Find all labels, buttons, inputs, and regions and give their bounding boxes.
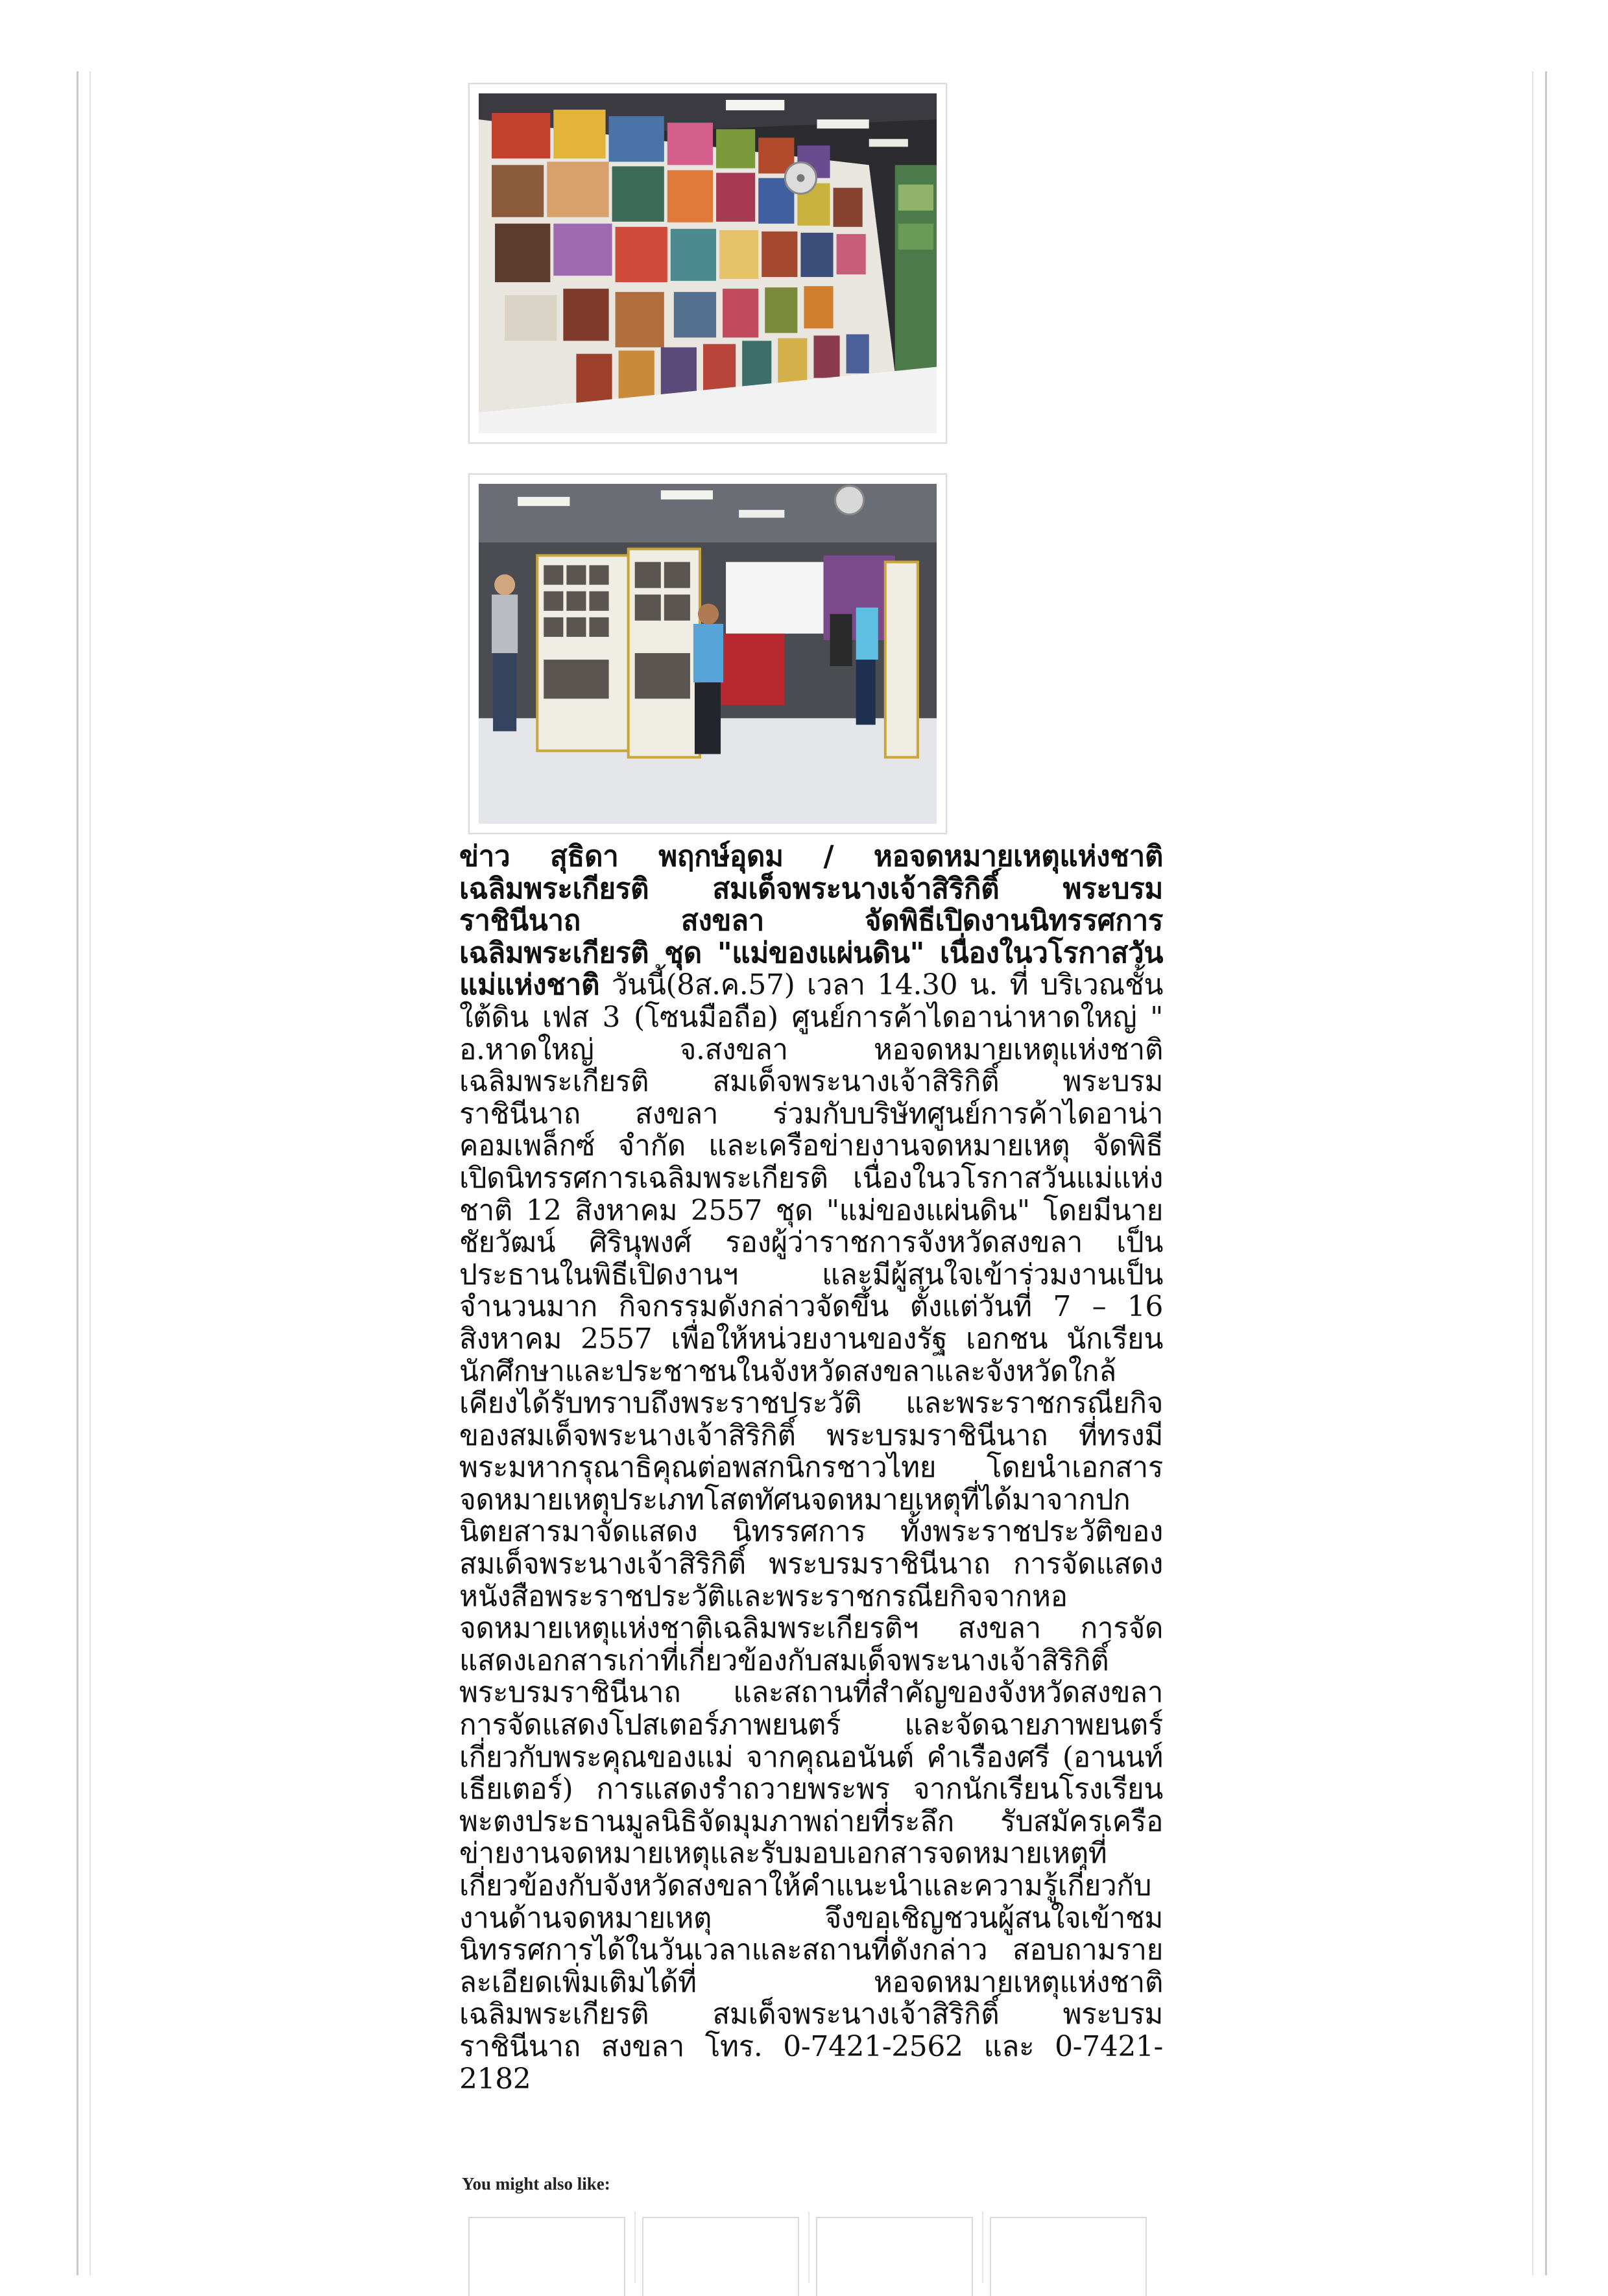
related-post-thumbnail[interactable]	[468, 2217, 625, 2296]
related-post-thumbnail[interactable]	[816, 2217, 973, 2296]
related-separator	[634, 2212, 636, 2283]
right-page-rule	[1545, 71, 1547, 2275]
related-post-thumbnail[interactable]	[642, 2217, 799, 2296]
article-body: วันนี้(8ส.ค.57) เวลา 14.30 น. ที่ บริเวณชั้นใต้ดิน เฟส 3 (โซนมือถือ) ศูนย์การค้าไดอาน่าหาดใหญ่ " อ.หาดใหญ่ จ.สงขลา หอจดหมายเหตุแห่งชาติเฉลิมพระเกียรติ สมเด็จพระนางเจ้าสิริกิติ์ พระบรมราชินีนาถ สงขลา ร่วมกับบริษัทศูนย์การค้าไดอาน่า คอมเพล็กซ์ จำกัด และเครือข่ายงานจดหมายเหตุ จัดพิธีเปิดนิทรรศการเฉลิมพระเกียรติ เนื่องในวโรกาสวันแม่แห่งชาติ 12 สิงหาคม 2557 ชุด "แม่ของแผ่นดิน" โดยมีนายชัยวัฒน์ ศิรินุพงศ์ รองผู้ว่าราชการจังหวัดสงขลา เป็นประธานในพิธีเปิดงานฯ และมีผู้สนใจเข้าร่วมงานเป็นจำนวนมาก กิจกรรมดังกล่าวจัดขึ้น ตั้งแต่วันที่ 7 – 16 สิงหาคม 2557 เพื่อให้หน่วยงานของรัฐ เอกชน นักเรียน นักศึกษาและประชาชนในจังหวัดสงขลาและจังหวัดใกล้เคียงได้รับทราบถึงพระราชประวัติ และพระราชกรณียกิจของสมเด็จพระนางเจ้าสิริกิติ์ พระบรมราชินีนาถ ที่ทรงมีพระมหากรุณาธิคุณต่อพสกนิกรชาวไทย โดยนำเอกสารจดหมายเหตุประเภทโสตทัศนจดหมายเหตุที่ได้มาจากปกนิตยสารมาจัดแสดง นิทรรศการ ทั้งพระราชประวัติของสมเด็จพระนางเจ้าสิริกิติ์ พระบรมราชินีนาถ การจัดแสดงหนังสือพระราชประวัติและพระราชกรณียกิจจากหอจดหมายเหตุแห่งชาติเฉลิมพระเกียรติฯ สงขลา การจัดแสดงเอกสารเก่าที่เกี่ยวข้องกับสมเด็จพระนางเจ้าสิริกิติ์ พระบรมราชินีนาถ และสถานที่สำคัญของจังหวัดสงขลา การจัดแสดงโปสเตอร์ภาพยนตร์ และจัดฉายภาพยนตร์เกี่ยวกับพระคุณของแม่ จากคุณอนันต์ คำเรืองศรี (อานนท์ เธียเตอร์) การแสดงรำถวายพระพร จากนักเรียนโรงเรียนพะตงประธานมูลนิธิจัดมุมภาพถ่ายที่ระลึก รับสมัครเครือข่ายงานจดหมายเหตุและรับมอบเอกสารจดหมายเหตุที่เกี่ยวข้องกับจังหวัดสงขลาให้คำแนะนำและความรู้เกี่ยวกับงานด้านจดหมายเหตุ จึงขอเชิญชวนผู้สนใจเข้าชมนิทรรศการได้ในวันเวลาและสถานที่ดังกล่าว สอบถามรายละเอียดเพิ่มเติมได้ที่ หอจดหมายเหตุแห่งชาติเฉลิมพระเกียรติ สมเด็จพระนางเจ้าสิริกิติ์ พระบรมราชินีนาถ สงขลา โทร. 0-7421-2562 และ 0-7421-2182	[459, 968, 1163, 2096]
news-article	[459, 841, 1163, 2095]
exhibition-wall-photo[interactable]	[468, 83, 947, 444]
related-post-thumbnail[interactable]	[990, 2217, 1147, 2296]
right-page-rule-inner	[1532, 71, 1533, 2275]
exhibition-panels-photo[interactable]	[468, 473, 947, 834]
left-page-rule	[77, 71, 78, 2275]
related-separator	[982, 2212, 983, 2283]
article-lead: ข่าว สุธิดา พฤกษ์อุดม / หอจดหมายเหตุแห่งชาติเฉลิมพระเกียรติ สมเด็จพระนางเจ้าสิริกิติ์ พระบรมราชินีนาถ สงขลา จัดพิธีเปิดงานนิทรรศการเฉลิมพระเกียรติ ชุด "แม่ของแผ่นดิน" เนื่องในวโรกาสวันแม่แห่งชาติ	[459, 840, 1163, 1002]
related-separator	[808, 2212, 810, 2283]
related-posts-title: You might also like:	[462, 2174, 610, 2194]
left-page-rule-inner	[90, 71, 91, 2275]
